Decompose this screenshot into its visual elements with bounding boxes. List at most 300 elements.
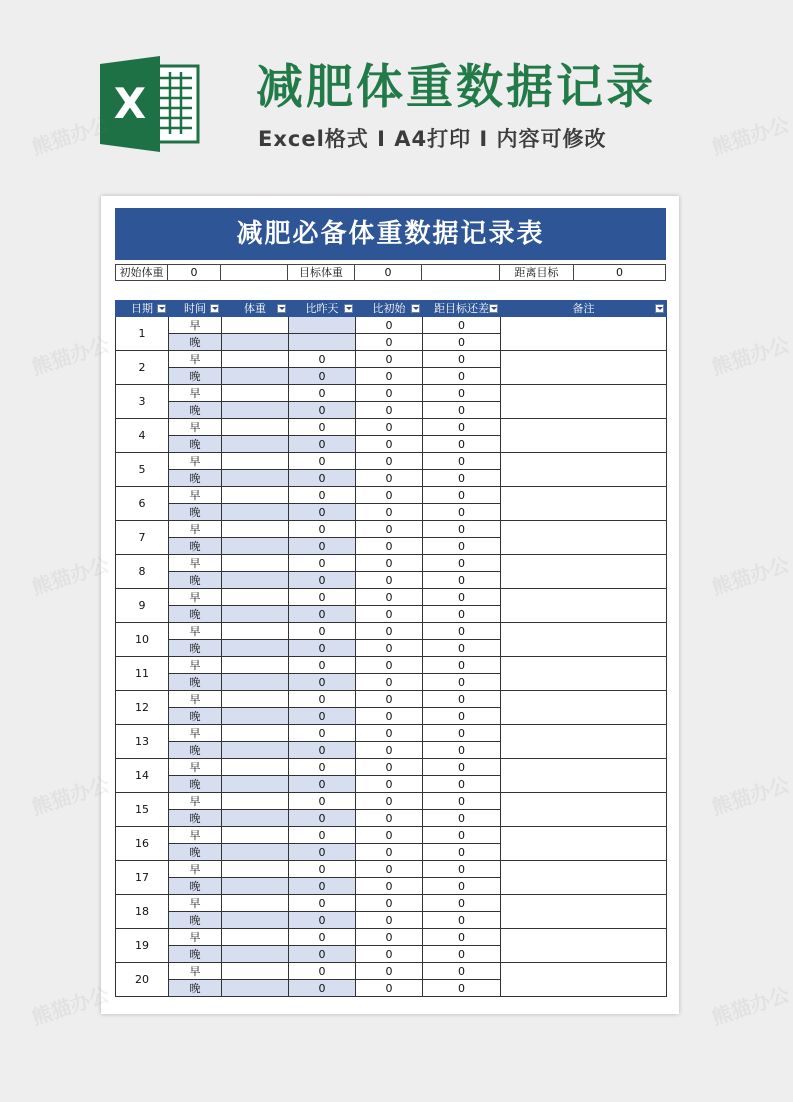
vs-yesterday-cell[interactable]: 0 [289, 725, 356, 742]
note-cell[interactable] [501, 759, 667, 793]
vs-yesterday-cell[interactable]: 0 [289, 674, 356, 691]
date-cell[interactable]: 4 [116, 419, 169, 453]
time-cell[interactable]: 晚 [169, 436, 222, 453]
vs-initial-cell[interactable]: 0 [356, 436, 423, 453]
time-cell[interactable]: 晚 [169, 844, 222, 861]
summary-blank-2[interactable] [422, 265, 500, 280]
to-target-cell[interactable]: 0 [423, 470, 501, 487]
note-cell[interactable] [501, 895, 667, 929]
weight-cell[interactable] [222, 912, 289, 929]
vs-yesterday-cell[interactable]: 0 [289, 538, 356, 555]
vs-yesterday-cell[interactable]: 0 [289, 572, 356, 589]
vs-yesterday-cell[interactable]: 0 [289, 691, 356, 708]
vs-yesterday-cell[interactable]: 0 [289, 402, 356, 419]
column-header[interactable] [356, 301, 423, 317]
vs-yesterday-cell[interactable]: 0 [289, 895, 356, 912]
column-header-label: 时间 [184, 302, 206, 315]
column-header-label: 体重 [244, 302, 266, 315]
watermark: 熊猫办公 [28, 552, 113, 600]
weight-cell[interactable] [222, 470, 289, 487]
weight-cell[interactable] [222, 521, 289, 538]
note-cell[interactable] [501, 827, 667, 861]
time-cell[interactable]: 晚 [169, 334, 222, 351]
vs-initial-cell[interactable]: 0 [356, 793, 423, 810]
vs-initial-cell[interactable]: 0 [356, 623, 423, 640]
weight-cell[interactable] [222, 827, 289, 844]
note-cell[interactable] [501, 929, 667, 963]
date-cell[interactable]: 19 [116, 929, 169, 963]
note-cell[interactable] [501, 963, 667, 997]
vs-initial-cell[interactable]: 0 [356, 538, 423, 555]
weight-cell[interactable] [222, 334, 289, 351]
table-row [116, 725, 667, 742]
vs-initial-cell[interactable]: 0 [356, 368, 423, 385]
to-target-cell[interactable]: 0 [423, 691, 501, 708]
to-target-cell[interactable]: 0 [423, 980, 501, 997]
page-title: 减肥体重数据记录 [256, 60, 656, 115]
time-cell[interactable]: 晚 [169, 402, 222, 419]
time-cell[interactable]: 早 [169, 385, 222, 402]
vs-initial-cell[interactable]: 0 [356, 912, 423, 929]
note-cell[interactable] [501, 691, 667, 725]
time-cell[interactable]: 晚 [169, 572, 222, 589]
vs-initial-cell[interactable]: 0 [356, 572, 423, 589]
note-cell[interactable] [501, 793, 667, 827]
time-cell[interactable]: 晚 [169, 946, 222, 963]
vs-initial-cell[interactable]: 0 [356, 317, 423, 334]
vs-initial-cell[interactable]: 0 [356, 759, 423, 776]
date-cell[interactable]: 20 [116, 963, 169, 997]
watermark: 熊猫办公 [28, 332, 113, 380]
table-row [116, 657, 667, 674]
time-cell[interactable]: 晚 [169, 368, 222, 385]
vs-yesterday-cell[interactable]: 0 [289, 912, 356, 929]
note-cell[interactable] [501, 487, 667, 521]
vs-initial-cell[interactable]: 0 [356, 657, 423, 674]
to-target-cell[interactable]: 0 [423, 810, 501, 827]
vs-yesterday-cell[interactable]: 0 [289, 368, 356, 385]
banner [0, 0, 780, 190]
vs-yesterday-cell[interactable]: 0 [289, 827, 356, 844]
to-target-cell[interactable]: 0 [423, 844, 501, 861]
column-header-label: 日期 [131, 302, 153, 315]
time-cell[interactable]: 早 [169, 827, 222, 844]
to-target-cell[interactable]: 0 [423, 827, 501, 844]
watermark: 熊猫办公 [708, 772, 793, 820]
weight-cell[interactable] [222, 691, 289, 708]
target-weight-label: 目标体重 [288, 265, 355, 280]
vs-initial-cell[interactable]: 0 [356, 878, 423, 895]
time-cell[interactable]: 早 [169, 521, 222, 538]
vs-initial-cell[interactable]: 0 [356, 640, 423, 657]
weight-cell[interactable] [222, 810, 289, 827]
weight-cell[interactable] [222, 504, 289, 521]
filter-dropdown-icon[interactable] [157, 304, 166, 313]
time-cell[interactable]: 晚 [169, 674, 222, 691]
time-cell[interactable]: 早 [169, 725, 222, 742]
distance-label: 距离目标 [500, 265, 574, 280]
date-cell[interactable]: 15 [116, 793, 169, 827]
weight-cell[interactable] [222, 929, 289, 946]
table-row [116, 317, 667, 334]
column-header[interactable] [169, 301, 222, 317]
to-target-cell[interactable]: 0 [423, 589, 501, 606]
weight-cell[interactable] [222, 436, 289, 453]
to-target-cell[interactable]: 0 [423, 521, 501, 538]
page-subtitle: Excel格式 I A4打印 I 内容可修改 [258, 127, 607, 151]
to-target-cell[interactable]: 0 [423, 351, 501, 368]
date-cell[interactable]: 11 [116, 657, 169, 691]
time-cell[interactable]: 早 [169, 895, 222, 912]
time-cell[interactable]: 晚 [169, 776, 222, 793]
vs-yesterday-cell[interactable]: 0 [289, 759, 356, 776]
vs-yesterday-cell[interactable]: 0 [289, 521, 356, 538]
vs-yesterday-cell[interactable]: 0 [289, 453, 356, 470]
date-cell[interactable]: 9 [116, 589, 169, 623]
weight-cell[interactable] [222, 351, 289, 368]
watermark: 熊猫办公 [708, 552, 793, 600]
vs-yesterday-cell[interactable]: 0 [289, 436, 356, 453]
vs-initial-cell[interactable]: 0 [356, 334, 423, 351]
vs-yesterday-cell[interactable]: 0 [289, 351, 356, 368]
weight-cell[interactable] [222, 725, 289, 742]
time-cell[interactable]: 晚 [169, 810, 222, 827]
to-target-cell[interactable]: 0 [423, 436, 501, 453]
time-cell[interactable]: 晚 [169, 878, 222, 895]
vs-yesterday-cell[interactable]: 0 [289, 470, 356, 487]
watermark: 熊猫办公 [708, 332, 793, 380]
table-row [116, 793, 667, 810]
to-target-cell[interactable]: 0 [423, 623, 501, 640]
to-target-cell[interactable]: 0 [423, 912, 501, 929]
weight-cell[interactable] [222, 657, 289, 674]
time-cell[interactable]: 早 [169, 589, 222, 606]
vs-initial-cell[interactable]: 0 [356, 861, 423, 878]
weight-cell[interactable] [222, 844, 289, 861]
time-cell[interactable]: 晚 [169, 912, 222, 929]
vs-initial-cell[interactable]: 0 [356, 844, 423, 861]
note-cell[interactable] [501, 385, 667, 419]
distance-value[interactable]: 0 [574, 265, 666, 280]
note-cell[interactable] [501, 861, 667, 895]
weight-log-table [115, 300, 667, 997]
table-row [116, 453, 667, 470]
vs-initial-cell[interactable]: 0 [356, 419, 423, 436]
date-cell[interactable]: 16 [116, 827, 169, 861]
time-cell[interactable]: 早 [169, 793, 222, 810]
table-row [116, 759, 667, 776]
to-target-cell[interactable]: 0 [423, 895, 501, 912]
vs-yesterday-cell[interactable]: 0 [289, 555, 356, 572]
date-cell[interactable]: 8 [116, 555, 169, 589]
vs-yesterday-cell[interactable]: 0 [289, 419, 356, 436]
filter-dropdown-icon[interactable] [210, 304, 219, 313]
time-cell[interactable]: 早 [169, 861, 222, 878]
date-cell[interactable]: 18 [116, 895, 169, 929]
date-cell[interactable]: 2 [116, 351, 169, 385]
table-row [116, 895, 667, 912]
to-target-cell[interactable]: 0 [423, 402, 501, 419]
weight-cell[interactable] [222, 674, 289, 691]
to-target-cell[interactable]: 0 [423, 776, 501, 793]
column-header-label: 比昨天 [305, 302, 339, 315]
note-cell[interactable] [501, 419, 667, 453]
note-cell[interactable] [501, 351, 667, 385]
time-cell[interactable]: 早 [169, 657, 222, 674]
weight-cell[interactable] [222, 572, 289, 589]
vs-initial-cell[interactable]: 0 [356, 674, 423, 691]
to-target-cell[interactable]: 0 [423, 572, 501, 589]
table-row [116, 419, 667, 436]
time-cell[interactable]: 早 [169, 317, 222, 334]
vs-initial-cell[interactable]: 0 [356, 555, 423, 572]
vs-yesterday-cell[interactable]: 0 [289, 878, 356, 895]
vs-yesterday-cell[interactable]: 0 [289, 385, 356, 402]
time-cell[interactable]: 早 [169, 453, 222, 470]
weight-cell[interactable] [222, 419, 289, 436]
vs-initial-cell[interactable]: 0 [356, 351, 423, 368]
date-cell[interactable]: 6 [116, 487, 169, 521]
vs-yesterday-cell[interactable] [289, 334, 356, 351]
watermark: 熊猫办公 [708, 982, 793, 1030]
vs-yesterday-cell[interactable]: 0 [289, 946, 356, 963]
vs-initial-cell[interactable]: 0 [356, 810, 423, 827]
to-target-cell[interactable]: 0 [423, 640, 501, 657]
time-cell[interactable]: 晚 [169, 742, 222, 759]
vs-yesterday-cell[interactable]: 0 [289, 980, 356, 997]
vs-initial-cell[interactable]: 0 [356, 606, 423, 623]
weight-cell[interactable] [222, 861, 289, 878]
note-cell[interactable] [501, 589, 667, 623]
table-body [116, 317, 667, 997]
vs-yesterday-cell[interactable] [289, 317, 356, 334]
filter-dropdown-icon[interactable] [344, 304, 353, 313]
column-header[interactable] [116, 301, 169, 317]
column-header-label: 距目标还差 [434, 302, 489, 315]
weight-cell[interactable] [222, 742, 289, 759]
note-cell[interactable] [501, 657, 667, 691]
weight-cell[interactable] [222, 946, 289, 963]
time-cell[interactable]: 早 [169, 963, 222, 980]
to-target-cell[interactable]: 0 [423, 725, 501, 742]
to-target-cell[interactable]: 0 [423, 453, 501, 470]
to-target-cell[interactable]: 0 [423, 861, 501, 878]
vs-yesterday-cell[interactable]: 0 [289, 623, 356, 640]
vs-initial-cell[interactable]: 0 [356, 402, 423, 419]
to-target-cell[interactable]: 0 [423, 878, 501, 895]
to-target-cell[interactable]: 0 [423, 606, 501, 623]
weight-cell[interactable] [222, 708, 289, 725]
filter-dropdown-icon[interactable] [411, 304, 420, 313]
time-cell[interactable]: 晚 [169, 708, 222, 725]
vs-initial-cell[interactable]: 0 [356, 946, 423, 963]
to-target-cell[interactable]: 0 [423, 708, 501, 725]
vs-yesterday-cell[interactable]: 0 [289, 708, 356, 725]
vs-yesterday-cell[interactable]: 0 [289, 810, 356, 827]
vs-initial-cell[interactable]: 0 [356, 742, 423, 759]
vs-yesterday-cell[interactable]: 0 [289, 606, 356, 623]
time-cell[interactable]: 早 [169, 623, 222, 640]
table-row [116, 351, 667, 368]
time-cell[interactable]: 早 [169, 487, 222, 504]
to-target-cell[interactable]: 0 [423, 759, 501, 776]
to-target-cell[interactable]: 0 [423, 538, 501, 555]
note-cell[interactable] [501, 521, 667, 555]
to-target-cell[interactable]: 0 [423, 555, 501, 572]
vs-yesterday-cell[interactable]: 0 [289, 844, 356, 861]
initial-weight-value[interactable]: 0 [168, 265, 221, 280]
to-target-cell[interactable]: 0 [423, 742, 501, 759]
to-target-cell[interactable]: 0 [423, 317, 501, 334]
vs-yesterday-cell[interactable]: 0 [289, 861, 356, 878]
weight-cell[interactable] [222, 623, 289, 640]
date-cell[interactable]: 12 [116, 691, 169, 725]
vs-initial-cell[interactable]: 0 [356, 453, 423, 470]
time-cell[interactable]: 晚 [169, 640, 222, 657]
filter-dropdown-icon[interactable] [655, 304, 664, 313]
to-target-cell[interactable]: 0 [423, 929, 501, 946]
weight-cell[interactable] [222, 555, 289, 572]
note-cell[interactable] [501, 725, 667, 759]
time-cell[interactable]: 早 [169, 419, 222, 436]
note-cell[interactable] [501, 317, 667, 351]
note-cell[interactable] [501, 555, 667, 589]
weight-cell[interactable] [222, 606, 289, 623]
weight-cell[interactable] [222, 589, 289, 606]
summary-row [115, 264, 666, 281]
excel-logo-icon [100, 56, 200, 152]
to-target-cell[interactable]: 0 [423, 963, 501, 980]
vs-initial-cell[interactable]: 0 [356, 470, 423, 487]
vs-initial-cell[interactable]: 0 [356, 504, 423, 521]
vs-yesterday-cell[interactable]: 0 [289, 589, 356, 606]
to-target-cell[interactable]: 0 [423, 385, 501, 402]
weight-cell[interactable] [222, 368, 289, 385]
date-cell[interactable]: 7 [116, 521, 169, 555]
weight-cell[interactable] [222, 895, 289, 912]
vs-initial-cell[interactable]: 0 [356, 929, 423, 946]
table-row [116, 963, 667, 980]
time-cell[interactable]: 晚 [169, 470, 222, 487]
table-header [116, 301, 667, 317]
filter-dropdown-icon[interactable] [489, 304, 498, 313]
vs-initial-cell[interactable]: 0 [356, 895, 423, 912]
vs-yesterday-cell[interactable]: 0 [289, 640, 356, 657]
table-row [116, 623, 667, 640]
vs-initial-cell[interactable]: 0 [356, 963, 423, 980]
time-cell[interactable]: 晚 [169, 606, 222, 623]
table-row [116, 691, 667, 708]
time-cell[interactable]: 早 [169, 351, 222, 368]
watermark: 熊猫办公 [708, 112, 793, 160]
column-header[interactable] [289, 301, 356, 317]
time-cell[interactable]: 晚 [169, 980, 222, 997]
time-cell[interactable]: 早 [169, 691, 222, 708]
vs-yesterday-cell[interactable]: 0 [289, 487, 356, 504]
note-cell[interactable] [501, 453, 667, 487]
date-cell[interactable]: 1 [116, 317, 169, 351]
weight-cell[interactable] [222, 878, 289, 895]
table-row [116, 487, 667, 504]
weight-cell[interactable] [222, 640, 289, 657]
to-target-cell[interactable]: 0 [423, 487, 501, 504]
watermark: 熊猫办公 [28, 772, 113, 820]
weight-cell[interactable] [222, 793, 289, 810]
weight-cell[interactable] [222, 487, 289, 504]
to-target-cell[interactable]: 0 [423, 657, 501, 674]
date-cell[interactable]: 17 [116, 861, 169, 895]
vs-initial-cell[interactable]: 0 [356, 776, 423, 793]
vs-initial-cell[interactable]: 0 [356, 708, 423, 725]
date-cell[interactable]: 5 [116, 453, 169, 487]
vs-yesterday-cell[interactable]: 0 [289, 776, 356, 793]
time-cell[interactable]: 早 [169, 759, 222, 776]
column-header[interactable] [222, 301, 289, 317]
to-target-cell[interactable]: 0 [423, 368, 501, 385]
vs-initial-cell[interactable]: 0 [356, 487, 423, 504]
vs-initial-cell[interactable]: 0 [356, 385, 423, 402]
vs-initial-cell[interactable]: 0 [356, 980, 423, 997]
vs-yesterday-cell[interactable]: 0 [289, 504, 356, 521]
vs-yesterday-cell[interactable]: 0 [289, 793, 356, 810]
to-target-cell[interactable]: 0 [423, 334, 501, 351]
to-target-cell[interactable]: 0 [423, 946, 501, 963]
vs-yesterday-cell[interactable]: 0 [289, 929, 356, 946]
weight-cell[interactable] [222, 963, 289, 980]
date-cell[interactable]: 3 [116, 385, 169, 419]
summary-blank-1[interactable] [221, 265, 288, 280]
vs-initial-cell[interactable]: 0 [356, 827, 423, 844]
vs-yesterday-cell[interactable]: 0 [289, 742, 356, 759]
date-cell[interactable]: 14 [116, 759, 169, 793]
vs-yesterday-cell[interactable]: 0 [289, 657, 356, 674]
to-target-cell[interactable]: 0 [423, 419, 501, 436]
weight-cell[interactable] [222, 402, 289, 419]
column-header-label: 比初始 [372, 302, 406, 315]
weight-cell[interactable] [222, 453, 289, 470]
to-target-cell[interactable]: 0 [423, 793, 501, 810]
weight-cell[interactable] [222, 385, 289, 402]
to-target-cell[interactable]: 0 [423, 504, 501, 521]
vs-initial-cell[interactable]: 0 [356, 691, 423, 708]
excel-logo-letter: X [113, 79, 147, 128]
time-cell[interactable]: 早 [169, 555, 222, 572]
weight-cell[interactable] [222, 776, 289, 793]
target-weight-value[interactable]: 0 [355, 265, 422, 280]
table-row [116, 521, 667, 538]
date-cell[interactable]: 10 [116, 623, 169, 657]
vs-initial-cell[interactable]: 0 [356, 725, 423, 742]
to-target-cell[interactable]: 0 [423, 674, 501, 691]
weight-cell[interactable] [222, 317, 289, 334]
spreadsheet-page [101, 196, 679, 1014]
vs-yesterday-cell[interactable]: 0 [289, 963, 356, 980]
time-cell[interactable]: 晚 [169, 538, 222, 555]
time-cell[interactable]: 晚 [169, 504, 222, 521]
column-header[interactable] [501, 301, 667, 317]
column-header[interactable] [423, 301, 501, 317]
column-header-label: 备注 [572, 302, 595, 315]
vs-initial-cell[interactable]: 0 [356, 521, 423, 538]
vs-initial-cell[interactable]: 0 [356, 589, 423, 606]
filter-dropdown-icon[interactable] [277, 304, 286, 313]
time-cell[interactable]: 早 [169, 929, 222, 946]
date-cell[interactable]: 13 [116, 725, 169, 759]
weight-cell[interactable] [222, 980, 289, 997]
weight-cell[interactable] [222, 759, 289, 776]
note-cell[interactable] [501, 623, 667, 657]
weight-cell[interactable] [222, 538, 289, 555]
